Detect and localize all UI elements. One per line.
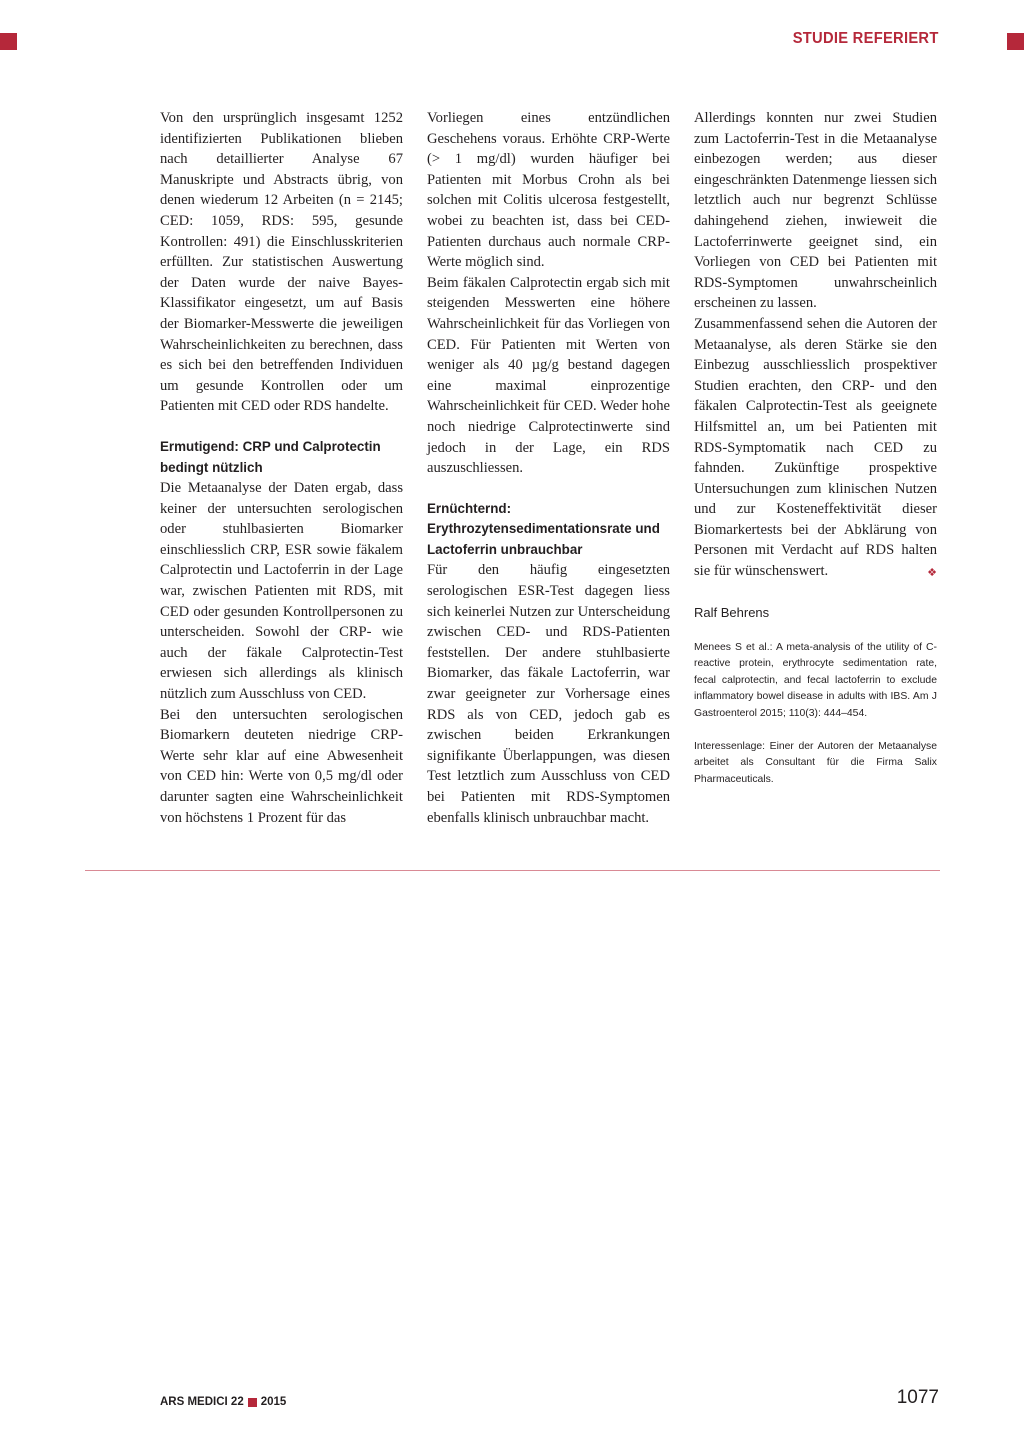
header-accent-square-left: [0, 33, 17, 50]
conclusion-block: [694, 314, 937, 582]
paragraph-methods: Von den ursprünglich insgesamt 1252 identifizierten Publikationen blieben nach detaillierter Analyse 67 Manuskripte und Abstracts übrig, von denen wiederum 12 Arbeiten (n = 2145; CED: 1059, RDS: 595, gesunde Kontrollen: 491) die Einschlusskriterien erfüllten. Zur statistischen Auswertung der Daten wurde der naive Bayes-Klassifikator eingesetzt, um auf Basis der Biomarker-Messwerte die jeweiligen Wahrscheinlichkeiten zu berechnen, dass es sich bei den betreffenden Individuen um gesunde Kontrollen oder um Patienten mit CED oder RDS handelte.: [160, 110, 403, 415]
article-column-1: [160, 108, 403, 828]
footer-year: 2015: [260, 1396, 287, 1408]
paragraph-serological-biomarkers: Bei den untersuchten serologischen Biomarkern deuteten niedrige CRP-Werte sehr klar auf eine Abwesenheit von CED hin: Werte von 0,5 mg/dl oder darunter sagten eine Wahrscheinlichkeit von höchstens 1 Prozent für das: [160, 706, 403, 826]
subheading-crp-calprotectin: Ermutigend: CRP und Calprotectin bedingt nützlich: [160, 438, 381, 475]
footer-journal-info: [160, 1396, 286, 1408]
subheading-esr-lactoferrin: Ernüchternd: Erythrozytensedimentationsrate und Lactoferrin unbrauchbar: [427, 500, 660, 557]
footer-journal-name: ARS MEDICI 22: [160, 1396, 244, 1408]
reference-citation: Menees S et al.: A meta-analysis of the utility of C-reactive protein, erythrocyte sedimentation rate, fecal calprotectin, and fecal lactoferrin to exclude inflammatory bowel disease in adults with IBS. Am J Gastroenterol 2015; 110(3): 444–454.: [694, 641, 937, 720]
section-title: STUDIE REFERIERT: [793, 30, 939, 47]
article-column-2: [427, 108, 670, 828]
paragraph-lactoferrin-limits: Allerdings konnten nur zwei Studien zum Lactoferrin-Test in die Metaanalyse einbezogen werden; aus dieser eingeschränkten Datenmenge liessen sich letztlich auch nur begrenzt Schlüsse dahingehend ziehen, inwieweit die Lactoferrinwerte geeignet sind, ein Vorliegen von CED bei Patienten mit RDS-Symptomen unwahrscheinlich erscheinen zu lassen.: [694, 110, 937, 312]
paragraph-meta-analysis-results: Die Metaanalyse der Daten ergab, dass keiner der untersuchten serologischen oder stuhlbasierten Biomarker einschliesslich CRP, ESR sowie fäkalem Calprotectin und Lactoferrin in der Lage war, zwischen Patienten mit RDS, mit CED oder gesunden Kontrollpersonen zu unterscheiden. Sowohl der CRP- wie auch der fäkale Calprotectin-Test erwiesen sich allerdings als klinisch nützlich zum Ausschluss von CED.: [160, 480, 403, 703]
paragraph-conclusion: Zusammenfassend sehen die Autoren der Metaanalyse, als deren Stärke sie den Einbezug ausschliesslich prospektiver Studien erachten, den CRP- und den fäkalen Calprotectin-Test als geeignete Hilfsmittel an, um bei Patienten mit RDS-Symptomatik nach CED zu fahnden. Zukünftige prospektive Untersuchungen zum klinischen Nutzen und zur Kosteneffektivität dieser Biomarkertests bei der Abklärung von Personen mit Verdacht auf RDS halten sie für wünschenswert.: [694, 315, 937, 580]
paragraph-fecal-calprotectin: Beim fäkalen Calprotectin ergab sich mit steigenden Messwerten eine höhere Wahrscheinlichkeit für das Vorliegen von CED. Für Patienten mit Werten von weniger als 40 µg/g bestand dagegen eine maximal einprozentige Wahrscheinlichkeit für CED. Weder hohe noch niedrige Calprotectinwerte sind jedoch in der Lage, ein RDS auszuschliessen.: [427, 274, 670, 477]
end-of-article-diamond-icon: ❖: [927, 565, 937, 579]
footer-separator-square: [248, 1398, 257, 1407]
article-column-3: [694, 108, 937, 788]
paragraph-crp-values: Vorliegen eines entzündlichen Geschehens voraus. Erhöhte CRP-Werte (> 1 mg/dl) wurden häufiger bei Patienten mit Morbus Crohn als bei solchen mit Colitis ulcerosa festgestellt, wobei zu beachten ist, dass bei CED-Patienten durchaus auch normale CRP-Werte möglich sind.: [427, 110, 670, 271]
header-accent-square-right: [1007, 33, 1024, 50]
author-name: Ralf Behrens: [694, 604, 770, 620]
paragraph-esr-lactoferrin: Für den häufig eingesetzten serologischen ESR-Test dagegen liess sich keinerlei Nutzen zur Unterscheidung zwischen CED- und RDS-Patienten feststellen. Der andere stuhlbasierte Biomarker, das fäkale Lactoferrin, war zwar geeigneter zur Vorhersage eines RDS als von CED, jedoch gab es zwischen beiden Erkrankungen signifikante Überlappungen, was diesen Test letztlich zum Ausschluss von CED bei Patienten mit RDS-Symptomen ebenfalls klinisch unbrauchbar macht.: [427, 562, 670, 826]
article-end-divider: [85, 870, 940, 871]
page-number: 1077: [896, 1387, 939, 1408]
conflict-of-interest-note: Interessenlage: Einer der Autoren der Metaanalyse arbeitet als Consultant für die Firma Salix Pharmaceuticals.: [694, 740, 937, 785]
